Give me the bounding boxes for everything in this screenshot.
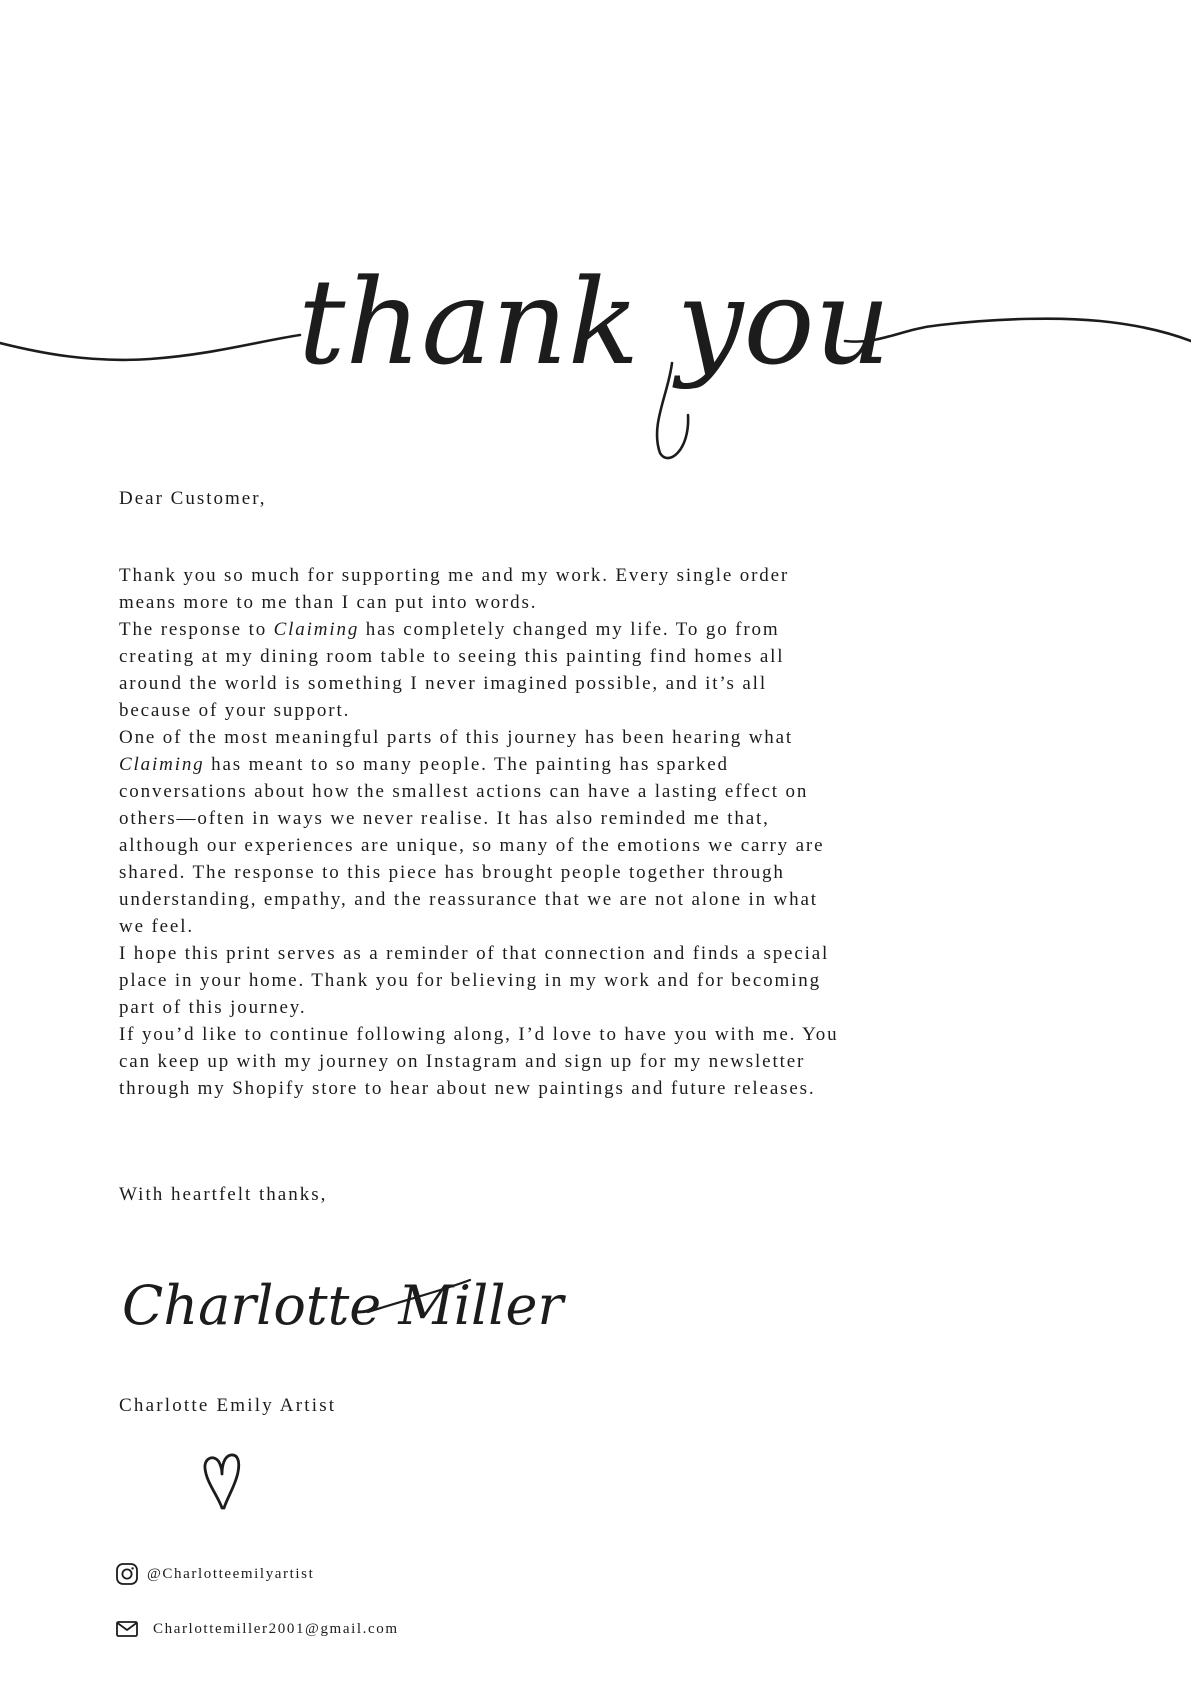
paragraph-2 — [119, 616, 839, 724]
thank-you-title: thank you — [298, 253, 891, 391]
salutation: Dear Customer, — [119, 488, 267, 509]
signer-name: Charlotte Emily Artist — [119, 1395, 337, 1416]
right-flourish-line — [845, 319, 1191, 342]
paragraph-3-rest: has meant to so many people. The painting has sparked conversations about how the smallest actions can have a lasting effect on others—often in ways we never realise. It has also reminded me that, although our experiences are unique, so many of the emotions we carry are shared. The response to this piece has brought people together through understanding, empathy, and the reassurance that we are not alone in what we feel. — [119, 754, 825, 937]
thank-you-header — [0, 255, 1191, 465]
paragraph-3 — [119, 724, 839, 940]
paragraph-2-rest: has completely changed my life. To go from creating at my dining room table to seeing this painting find homes all around the world is something I never imagined possible, and it’s all because of your support. — [119, 619, 785, 721]
paragraph-5: If you’d like to continue following along, I’d love to have you with me. You can keep up with my journey on Instagram and sign up for my newsletter through my Shopify store to hear about new paintings and future releases. — [119, 1024, 839, 1099]
signature-graphic — [118, 1262, 564, 1344]
artwork-title-claiming: Claiming — [273, 619, 360, 640]
instagram-contact[interactable] — [115, 1562, 314, 1586]
paragraph-4: I hope this print serves as a reminder of that connection and finds a special place in your home. Thank you for believing in my work and for becoming part of this journey. — [119, 943, 830, 1018]
closing-line: With heartfelt thanks, — [119, 1184, 328, 1205]
letter-body — [119, 562, 839, 1102]
left-flourish-line — [0, 335, 300, 360]
mail-icon — [115, 1617, 139, 1641]
heart-icon — [200, 1452, 244, 1512]
paragraph-3-start: One of the most meaningful parts of this journey has been hearing what — [119, 727, 794, 748]
email-address[interactable]: Charlottemiller2001@gmail.com — [153, 1620, 399, 1637]
handwritten-signature — [118, 1262, 564, 1344]
thank-you-script — [0, 255, 1191, 465]
instagram-icon — [115, 1562, 139, 1586]
signature-text: Charlotte Miller — [122, 1274, 564, 1337]
email-contact[interactable] — [115, 1617, 399, 1641]
paragraph-2-start: The response to — [119, 619, 274, 640]
instagram-handle[interactable]: @Charlotteemilyartist — [147, 1565, 315, 1582]
artwork-title-claiming: Claiming — [119, 754, 205, 775]
paragraph-1: Thank you so much for supporting me and my work. Every single order means more to me than I can put into words. — [119, 565, 790, 613]
